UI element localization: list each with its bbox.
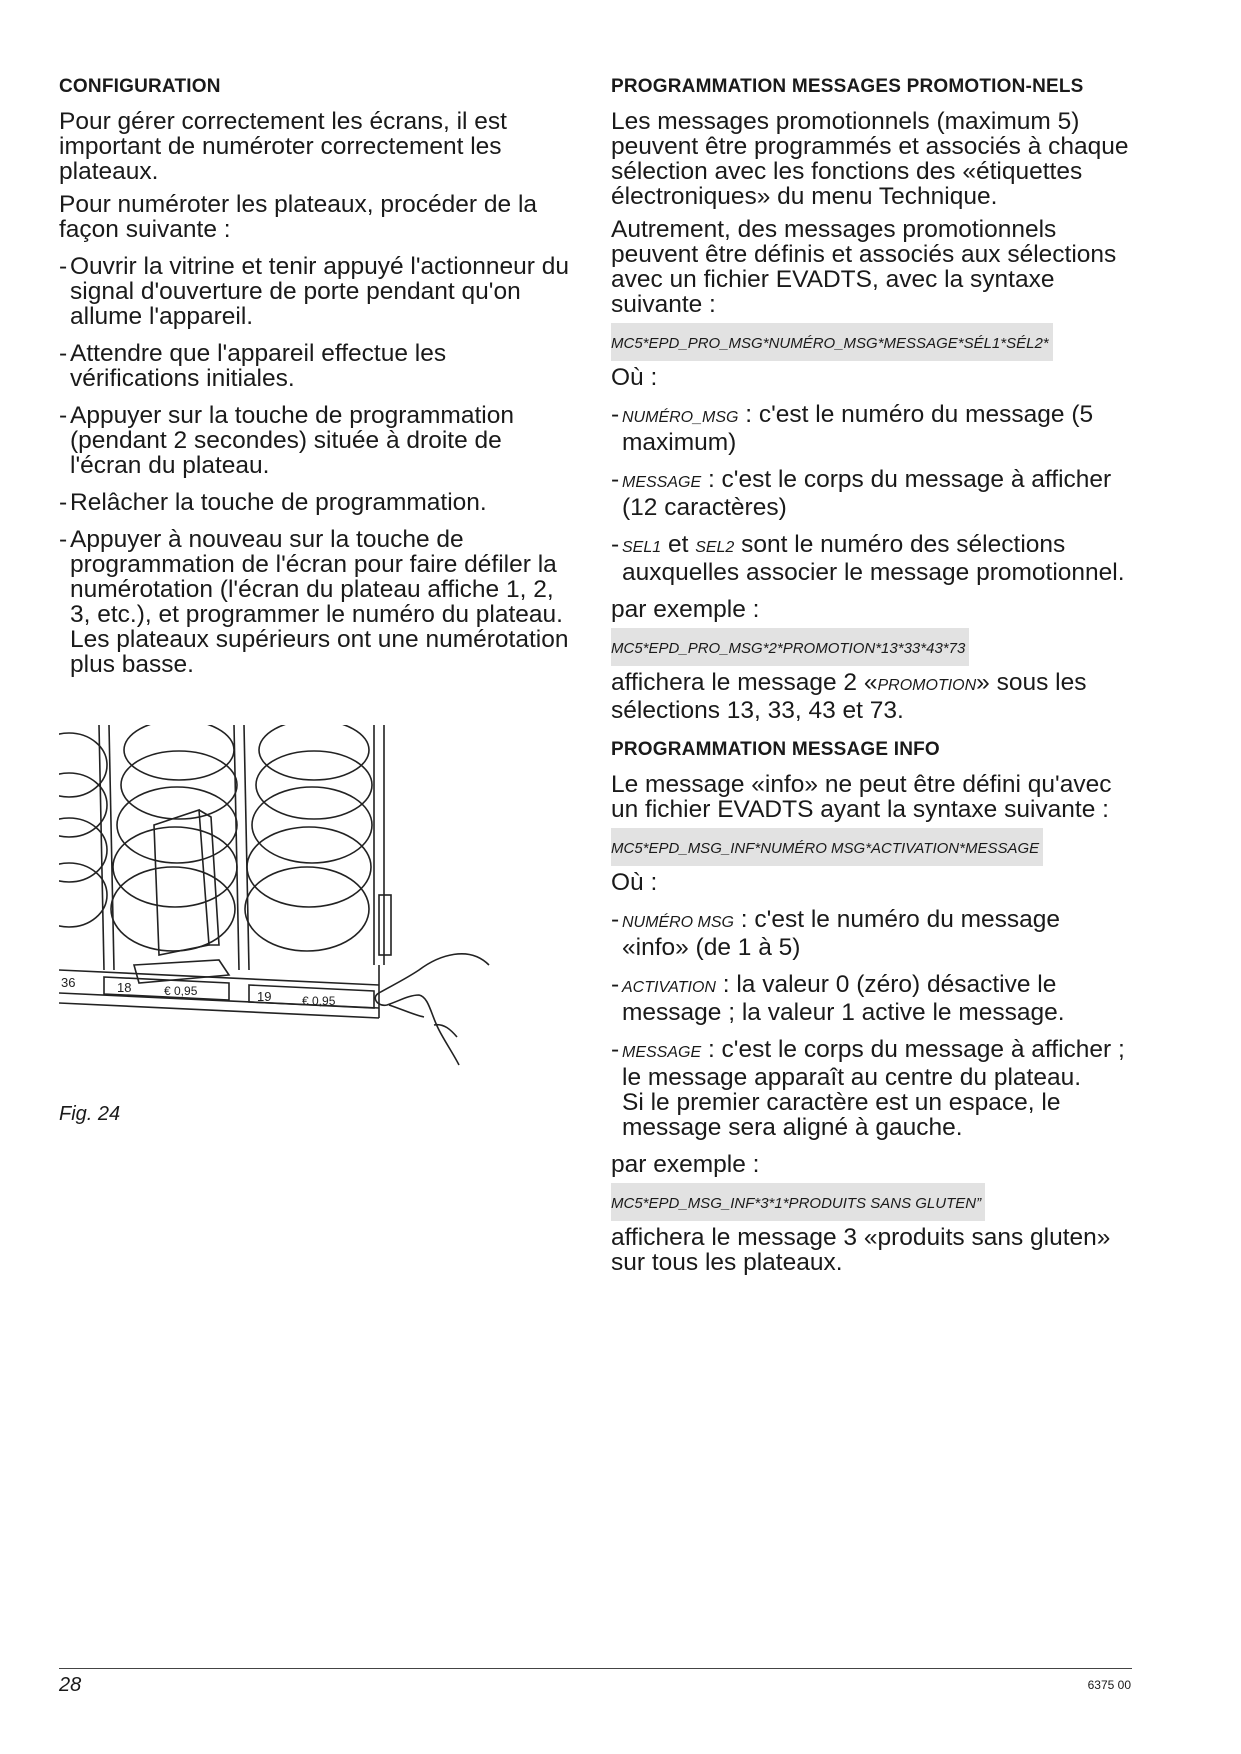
- page-number: 28: [59, 1674, 82, 1696]
- configuration-procedure-intro: Pour numéroter les plateaux, procéder de la façon suivante :: [59, 191, 538, 243]
- figure-price-19: € 0,95: [302, 994, 336, 1008]
- procedure-step-text: Attendre que l'appareil effectue les vérifications initiales.: [70, 340, 447, 392]
- procedure-step-text: Appuyer sur la touche de programmation (pendant 2 secondes) située à droite de l'écran du plateau.: [70, 402, 514, 479]
- procedure-step-note: Les plateaux supérieurs ont une numérotation plus basse.: [70, 626, 569, 678]
- syntax-term: SEL2: [695, 539, 735, 556]
- figure-label-36: 36: [61, 975, 76, 990]
- procedure-step-text: Appuyer à nouveau sur la touche de programmation de l'écran pour faire défiler la numérotation (l'écran du plateau affiche 1, 2, 3, etc.), et programmer le numéro du plateau.: [70, 526, 563, 628]
- figure-label-18: 18: [117, 980, 132, 995]
- promo-evadts-intro: Autrement, des messages promotionnels peuvent être définis et associés aux sélections avec un fichier EVADTS, avec la syntaxe suivante :: [611, 216, 1117, 318]
- syntax-term: NUMÉRO_MSG: [622, 409, 739, 426]
- tray-illustration: [59, 725, 529, 1095]
- promo-syntax-code: MC5*EPD_PRO_MSG*NUMÉRO_MSG*MESSAGE*SÉL1*SÉL2*: [611, 323, 1053, 361]
- info-example-code: MC5*EPD_MSG_INF*3*1*PRODUITS SANS GLUTEN”: [611, 1183, 985, 1221]
- syntax-definition: - MESSAGE : c'est le corps du message à afficher (12 caractères): [611, 466, 1112, 521]
- syntax-definition: - ACTIVATION : la valeur 0 (zéro) désactive le message ; la valeur 1 active le message.: [611, 971, 1065, 1026]
- footer-divider: [59, 1668, 1132, 1669]
- info-syntax-code: MC5*EPD_MSG_INF*NUMÉRO MSG*ACTIVATION*MESSAGE: [611, 828, 1043, 866]
- right-column: [611, 72, 1131, 1275]
- example-label: par exemple :: [611, 596, 760, 623]
- procedure-step: - Appuyer sur la touche de programmation (pendant 2 secondes) située à droite de l'écran du plateau.: [59, 403, 574, 478]
- left-column: [59, 72, 574, 677]
- info-message-heading: PROGRAMMATION MESSAGE INFO: [611, 739, 940, 760]
- figure-price-18: € 0,95: [164, 984, 198, 998]
- procedure-step-text: Ouvrir la vitrine et tenir appuyé l'actionneur du signal d'ouverture de porte pendant qu'on allume l'appareil.: [70, 253, 570, 330]
- syntax-note: Si le premier caractère est un espace, le message sera aligné à gauche.: [622, 1089, 1061, 1141]
- document-reference: 6375 00: [1087, 1678, 1131, 1692]
- where-label: Où :: [611, 869, 658, 896]
- procedure-step: - Relâcher la touche de programmation.: [59, 490, 574, 515]
- syntax-definition: - SEL1 et SEL2 sont le numéro des sélections auxquelles associer le message promotionnel.: [611, 531, 1125, 586]
- syntax-term: SEL1: [622, 539, 662, 556]
- info-intro: Le message «info» ne peut être défini qu'avec un fichier EVADTS ayant la syntaxe suivante :: [611, 771, 1112, 823]
- promo-example-code: MC5*EPD_PRO_MSG*2*PROMOTION*13*33*43*73: [611, 628, 969, 666]
- procedure-step: - Ouvrir la vitrine et tenir appuyé l'actionneur du signal d'ouverture de porte pendant qu'on allume l'appareil.: [59, 254, 574, 329]
- configuration-heading: CONFIGURATION: [59, 76, 221, 97]
- figure-label-19: 19: [257, 989, 272, 1004]
- promo-example-result: affichera le message 2 «PROMOTION» sous les sélections 13, 33, 43 et 73.: [611, 669, 1087, 724]
- where-label: Où :: [611, 364, 658, 391]
- promo-messages-heading: PROGRAMMATION MESSAGES PROMOTION-NELS: [611, 76, 1084, 97]
- info-example-result: affichera le message 3 «produits sans gluten» sur tous les plateaux.: [611, 1224, 1111, 1276]
- syntax-definition: - MESSAGE : c'est le corps du message à afficher ; le message apparaît au centre du plateau. Si le premier caractère est un espace, le message sera aligné à gauche.: [611, 1036, 1125, 1141]
- syntax-term: MESSAGE: [622, 474, 702, 491]
- example-label: par exemple :: [611, 1151, 760, 1178]
- syntax-term: NUMÉRO MSG: [622, 914, 734, 931]
- procedure-step: - Appuyer à nouveau sur la touche de programmation de l'écran pour faire défiler la numérotation (l'écran du plateau affiche 1, 2, 3, etc.), et programmer le numéro du plateau. Les plateaux supérieurs ont une numérotation plus basse.: [59, 526, 569, 678]
- syntax-term: ACTIVATION: [622, 979, 716, 996]
- configuration-intro: Pour gérer correctement les écrans, il est important de numéroter correctement les plateaux.: [59, 108, 507, 185]
- syntax-term: MESSAGE: [622, 1044, 702, 1061]
- procedure-step-text: Relâcher la touche de programmation.: [70, 489, 487, 516]
- promo-intro: Les messages promotionnels (maximum 5) peuvent être programmés et associés à chaque sélection avec les fonctions des «étiquettes électroniques» du menu Technique.: [611, 108, 1129, 210]
- procedure-step: - Attendre que l'appareil effectue les vérifications initiales.: [59, 341, 574, 391]
- syntax-definition: - NUMÉRO MSG : c'est le numéro du message «info» (de 1 à 5): [611, 906, 1061, 961]
- syntax-definition: - NUMÉRO_MSG : c'est le numéro du message (5 maximum): [611, 401, 1094, 456]
- figure-caption: Fig. 24: [59, 1103, 121, 1125]
